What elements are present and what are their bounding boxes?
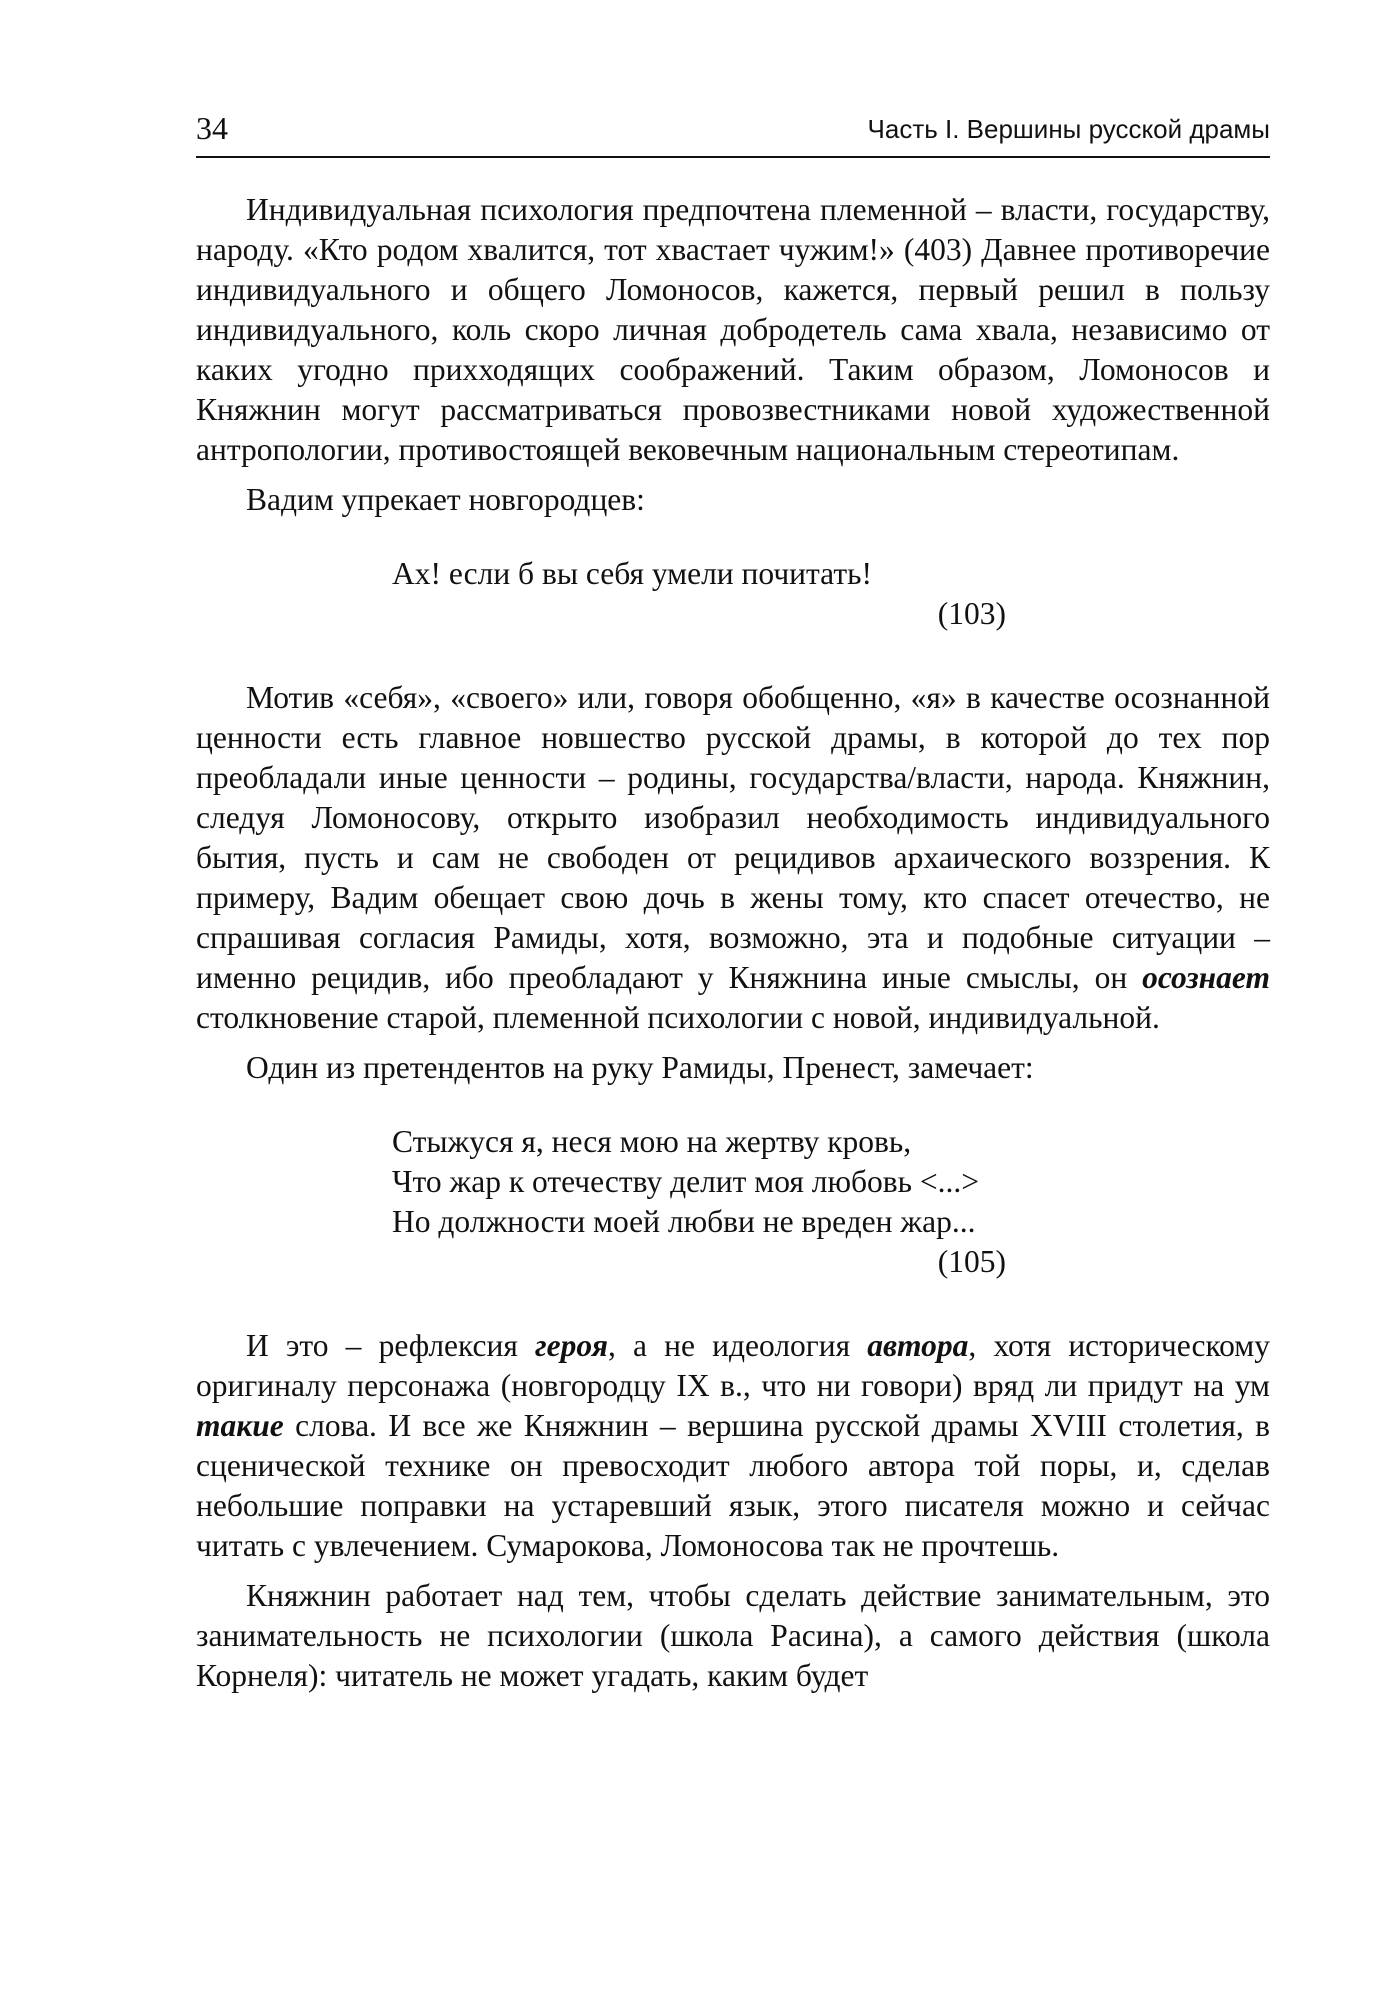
- emphasis-osoznaet: осознает: [1142, 960, 1270, 995]
- paragraph-3-text-b: столкновение старой, племенной психологии с новой, индивидуальной.: [196, 1000, 1160, 1035]
- paragraph-5-text-a: И это – рефлексия: [246, 1328, 518, 1363]
- emphasis-avtora: автора: [867, 1328, 969, 1363]
- emphasis-geroya: героя: [535, 1328, 608, 1363]
- verse-line: Стыжуся я, неся мою на жертву кровь,: [392, 1124, 912, 1159]
- paragraph-6: Княжнин работает над тем, чтобы сделать действие занимательным, это занимательность не психологии (школа Расина), а самого действия (школа Корнеля): читатель не может угадать, каким будет: [196, 1578, 1270, 1693]
- verse-reference: (103): [937, 596, 1006, 631]
- paragraph-5-text-d: слова. И все же Княжнин – вершина русской драмы XVIII столетия, в сценической технике он превосходит любого автора той поры, и, сделав небольшие поправки на устаревший язык, этого писателя можно и сейчас читать с увлечением. Сумарокова, Ломоносова так не прочтешь.: [196, 1408, 1270, 1563]
- verse-line: Но должности моей любви не вреден жар...: [392, 1204, 976, 1239]
- paragraph-2: Вадим упрекает новгородцев:: [246, 482, 645, 517]
- paragraph-5: [196, 1326, 1270, 1566]
- emphasis-takie: такие: [196, 1408, 284, 1443]
- running-title: Часть I. Вершины русской драмы: [867, 114, 1270, 144]
- page-body: [196, 190, 1270, 1696]
- paragraph-4: Один из претендентов на руку Рамиды, Пренест, замечает:: [246, 1050, 1034, 1085]
- verse-quote-2: [392, 1122, 1006, 1282]
- paragraph-1: Индивидуальная психология предпочтена племенной – власти, государству, народу. «Кто родом хвалится, тот хвастает чужим!» (403) Давнее противоречие индивидуального и общего Ломоносов, кажется, первый решил в пользу индивидуального, коль скоро личная добродетель сама хвала, независимо от каких угодно прихходящих соображений. Таким образом, Ломоносов и Княжнин могут рассматриваться провозвестниками новой художественной антропологии, противостоящей вековечным национальным стереотипам.: [196, 192, 1270, 467]
- paragraph-3: [196, 678, 1270, 1038]
- verse-quote-1: [392, 554, 1006, 634]
- paragraph-3-text-a: Мотив «себя», «своего» или, говоря обобщенно, «я» в качестве осознанной ценности есть главное новшество русской драмы, в которой до тех пор преобладали иные ценности – родины, государства/власти, народа. Княжнин, следуя Ломоносову, открыто изобразил необходимость индивидуального бытия, пусть и сам не свободен от рецидивов архаического воззрения. К примеру, Вадим обещает свою дочь в жены тому, кто спасет отечество, не спрашивая согласия Рамиды, хотя, возможно, эта и подобные ситуации – именно рецидив, ибо преобладают у Княжнина иные смыслы, он: [196, 680, 1270, 995]
- verse-reference: (105): [937, 1244, 1006, 1279]
- verse-line: Ах! если б вы себя умели почитать!: [392, 556, 872, 591]
- verse-line: Что жар к отечеству делит моя любовь <...>: [392, 1164, 980, 1199]
- paragraph-5-text-c: , хотя историческому оригиналу персонажа (новгородцу IX в., что ни говори) вряд ли придут на ум: [196, 1328, 1270, 1403]
- page-header: [196, 108, 1270, 158]
- paragraph-5-text-b: , а не идеология: [607, 1328, 851, 1363]
- page-number: 34: [196, 110, 228, 146]
